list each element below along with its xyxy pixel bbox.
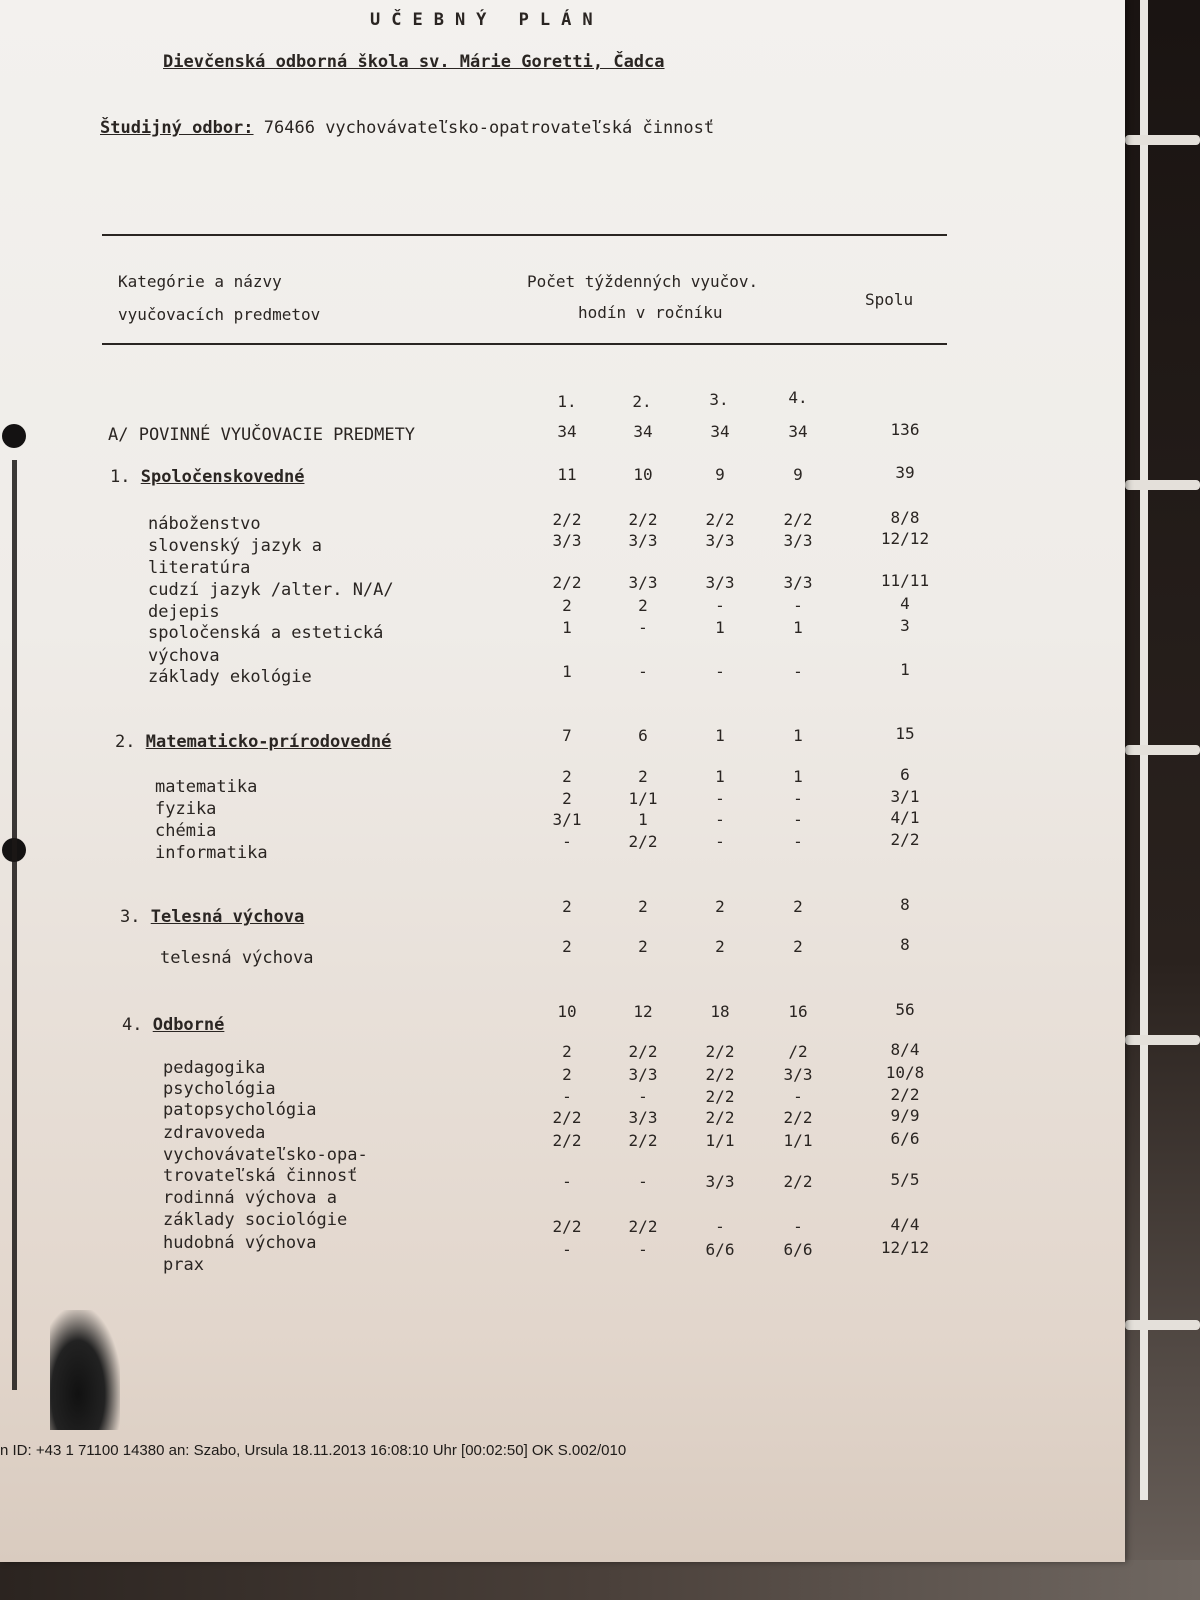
subject-label: psychológia — [163, 1079, 276, 1099]
hours-cell-year-3: - — [715, 789, 725, 808]
hours-cell-year-4: - — [793, 662, 803, 681]
total-hours-cell: 8/8 — [890, 508, 920, 527]
hours-cell-year-3: 2/2 — [705, 1108, 735, 1127]
copy-edge-mark — [12, 460, 17, 1390]
wire-rack-bar — [1125, 745, 1200, 755]
hours-cell-year-4: - — [793, 1217, 803, 1236]
hours-cell-year-4: - — [793, 1087, 803, 1106]
hours-cell-year-2: - — [638, 1240, 648, 1259]
year-header: 2. — [632, 392, 652, 411]
hours-cell-year-1: 2/2 — [552, 1217, 582, 1236]
subject-label: matematika — [155, 777, 258, 797]
total-hours-cell: 2/2 — [890, 830, 920, 849]
hours-cell-year-4: 2/2 — [783, 1172, 813, 1191]
category-name: Odborné — [152, 1015, 225, 1035]
hours-cell-year-4: 1 — [793, 767, 803, 786]
hours-cell-year-3: 2 — [715, 897, 725, 916]
hours-cell-year-3: 2/2 — [705, 1042, 735, 1061]
hours-cell-year-3: - — [715, 1217, 725, 1236]
subject-label: telesná výchova — [160, 948, 314, 968]
category-name: Telesná výchova — [150, 907, 305, 927]
hours-cell-year-2: 2/2 — [628, 1042, 658, 1061]
hours-cell-year-4: 2/2 — [783, 1108, 813, 1127]
subject-label: zdravoveda — [163, 1123, 266, 1143]
total-hours-cell: 12/12 — [880, 529, 930, 548]
hours-cell-year-2: 2/2 — [628, 510, 658, 529]
hours-cell-year-2: 12 — [633, 1002, 653, 1021]
subject-label: trovateľská činnosť — [163, 1166, 358, 1186]
hours-cell-year-4: 1 — [793, 726, 803, 745]
hours-cell-year-2: 6 — [638, 726, 648, 745]
subject-label: náboženstvo — [148, 514, 261, 534]
hours-cell-year-1: 10 — [557, 1002, 577, 1021]
hours-cell-year-2: 2 — [638, 937, 648, 956]
fax-footer: n ID: +43 1 71100 14380 an: Szabo, Ursula 18.11.2013 16:08:10 Uhr [00:02:50] OK S.002/010 — [0, 1442, 627, 1459]
category-label — [120, 907, 304, 927]
hours-cell-year-1: 2 — [562, 1042, 572, 1061]
total-hours-cell: 56 — [895, 1000, 915, 1019]
total-hours-cell: 39 — [895, 463, 915, 482]
hours-cell-year-2: 3/3 — [628, 1065, 658, 1084]
hours-cell-year-4: 1/1 — [783, 1131, 813, 1150]
header-col2-line1: Počet týždenných vyučov. — [527, 272, 759, 291]
total-hours-cell: 4 — [900, 594, 910, 613]
category-number: 1. — [110, 467, 141, 487]
total-hours-cell: 4/1 — [890, 808, 920, 827]
hours-cell-year-4: 2 — [793, 937, 803, 956]
subject-label: literatúra — [148, 558, 251, 578]
total-hours-cell: 15 — [895, 724, 915, 743]
hours-cell-year-3: - — [715, 832, 725, 851]
hours-cell-year-4: - — [793, 596, 803, 615]
subject-label: základy sociológie — [163, 1210, 348, 1230]
category-number: 2. — [115, 732, 146, 752]
hours-cell-year-2: - — [638, 618, 648, 637]
subject-label: patopsychológia — [163, 1100, 317, 1120]
subject-label: cudzí jazyk /alter. N/A/ — [148, 580, 394, 600]
hours-cell-year-4: 3/3 — [783, 1065, 813, 1084]
hours-cell-year-3: - — [715, 810, 725, 829]
hours-cell-year-1: 34 — [557, 422, 577, 441]
hours-cell-year-1: 2/2 — [552, 573, 582, 592]
background-floor — [0, 1560, 1200, 1600]
hours-cell-year-2: 2/2 — [628, 832, 658, 851]
hours-cell-year-1: 2/2 — [552, 510, 582, 529]
hours-cell-year-2: 2 — [638, 596, 648, 615]
header-col1-line2: vyučovacích predmetov — [118, 305, 321, 324]
hours-cell-year-2: 2 — [638, 767, 648, 786]
total-hours-cell: 3 — [900, 616, 910, 635]
hours-cell-year-2: 2/2 — [628, 1131, 658, 1150]
hours-cell-year-1: 2 — [562, 937, 572, 956]
hours-cell-year-3: 3/3 — [705, 531, 735, 550]
hours-cell-year-2: 2 — [638, 897, 648, 916]
total-hours-cell: 4/4 — [890, 1215, 920, 1234]
hours-cell-year-1: - — [562, 832, 572, 851]
hours-cell-year-2: - — [638, 1172, 648, 1191]
study-field-label: Študijný odbor: — [100, 118, 254, 138]
subject-label: dejepis — [148, 602, 220, 622]
total-hours-cell: 11/11 — [880, 571, 930, 590]
total-hours-cell: 10/8 — [885, 1063, 925, 1082]
hours-cell-year-1: 2/2 — [552, 1131, 582, 1150]
hours-cell-year-4: - — [793, 789, 803, 808]
hours-cell-year-4: 2/2 — [783, 510, 813, 529]
hours-cell-year-1: 2/2 — [552, 1108, 582, 1127]
hours-cell-year-2: - — [638, 662, 648, 681]
hours-cell-year-3: 2/2 — [705, 1065, 735, 1084]
hours-cell-year-1: - — [562, 1087, 572, 1106]
copy-edge-mark — [50, 1310, 120, 1430]
hours-cell-year-2: 1/1 — [628, 789, 658, 808]
header-col1-line1: Kategórie a názvy — [118, 272, 282, 291]
category-label — [115, 732, 391, 752]
hours-cell-year-1: 1 — [562, 618, 572, 637]
total-hours-cell: 1 — [900, 660, 910, 679]
hours-cell-year-4: 16 — [788, 1002, 808, 1021]
subject-label: základy ekológie — [148, 667, 312, 687]
category-number: 3. — [120, 907, 151, 927]
hours-cell-year-1: 1 — [562, 662, 572, 681]
hours-cell-year-3: 2 — [715, 937, 725, 956]
year-header: 1. — [557, 392, 577, 411]
subject-label: pedagogika — [163, 1058, 266, 1078]
category-number: 4. — [122, 1015, 153, 1035]
wire-rack-bar — [1125, 135, 1200, 145]
hours-cell-year-3: 34 — [710, 422, 730, 441]
wire-rack-bar — [1125, 1035, 1200, 1045]
hours-cell-year-2: - — [638, 1087, 648, 1106]
hours-cell-year-1: 2 — [562, 1065, 572, 1084]
hours-cell-year-3: 2/2 — [705, 510, 735, 529]
total-hours-cell: 6/6 — [890, 1129, 920, 1148]
category-name: Matematicko-prírodovedné — [145, 732, 392, 752]
hours-cell-year-1: 2 — [562, 767, 572, 786]
subject-label: hudobná výchova — [163, 1233, 317, 1253]
hours-cell-year-3: 1 — [715, 618, 725, 637]
header-col3: Spolu — [865, 290, 914, 309]
category-label — [122, 1015, 224, 1035]
total-hours-cell: 8 — [900, 935, 910, 954]
category-label — [110, 467, 304, 487]
study-field — [100, 118, 714, 138]
subject-label: informatika — [155, 843, 268, 863]
hours-cell-year-4: - — [793, 832, 803, 851]
hours-cell-year-2: 10 — [633, 465, 653, 484]
hours-cell-year-3: 1/1 — [705, 1131, 735, 1150]
hours-cell-year-1: - — [562, 1172, 572, 1191]
total-label: A/ POVINNÉ VYUČOVACIE PREDMETY — [108, 425, 416, 445]
document-title: UČEBNÝ PLÁN — [370, 10, 604, 30]
divider — [102, 234, 947, 236]
subject-label: chémia — [155, 821, 217, 841]
hours-cell-year-4: 9 — [793, 465, 803, 484]
wire-rack-bar — [1125, 480, 1200, 490]
subject-label: výchova — [148, 646, 220, 666]
total-hours-cell: 136 — [890, 420, 920, 439]
background-dark — [1125, 0, 1200, 1600]
hours-cell-year-4: 3/3 — [783, 531, 813, 550]
divider — [102, 343, 947, 345]
hours-cell-year-1: 2 — [562, 789, 572, 808]
total-hours-cell: 5/5 — [890, 1170, 920, 1189]
total-hours-cell: 3/1 — [890, 787, 920, 806]
hours-cell-year-4: 34 — [788, 422, 808, 441]
hours-cell-year-2: 3/3 — [628, 1108, 658, 1127]
hours-cell-year-2: 2/2 — [628, 1217, 658, 1236]
hours-cell-year-4: /2 — [788, 1042, 808, 1061]
hours-cell-year-3: 9 — [715, 465, 725, 484]
hours-cell-year-3: 6/6 — [705, 1240, 735, 1259]
hours-cell-year-3: 3/3 — [705, 573, 735, 592]
hours-cell-year-2: 3/3 — [628, 531, 658, 550]
subject-label: spoločenská a estetická — [148, 623, 384, 643]
year-header: 3. — [709, 390, 729, 409]
hours-cell-year-3: - — [715, 596, 725, 615]
total-hours-cell: 8 — [900, 895, 910, 914]
total-hours-cell: 6 — [900, 765, 910, 784]
total-hours-cell: 2/2 — [890, 1085, 920, 1104]
year-header: 4. — [788, 388, 808, 407]
hours-cell-year-3: 1 — [715, 726, 725, 745]
total-hours-cell: 12/12 — [880, 1238, 930, 1257]
total-hours-cell: 8/4 — [890, 1040, 920, 1059]
hours-cell-year-4: 1 — [793, 618, 803, 637]
subject-label: rodinná výchova a — [163, 1188, 337, 1208]
subject-label: vychovávateľsko-opa- — [163, 1145, 368, 1165]
hours-cell-year-1: 3/1 — [552, 810, 582, 829]
hours-cell-year-1: 7 — [562, 726, 572, 745]
header-col2-line2: hodín v ročníku — [578, 303, 723, 322]
punch-hole — [2, 424, 26, 448]
hours-cell-year-3: 3/3 — [705, 1172, 735, 1191]
hours-cell-year-4: - — [793, 810, 803, 829]
hours-cell-year-3: 18 — [710, 1002, 730, 1021]
hours-cell-year-4: 3/3 — [783, 573, 813, 592]
hours-cell-year-1: 2 — [562, 596, 572, 615]
hours-cell-year-3: 1 — [715, 767, 725, 786]
subject-label: slovenský jazyk a — [148, 536, 322, 556]
hours-cell-year-2: 1 — [638, 810, 648, 829]
hours-cell-year-1: 11 — [557, 465, 577, 484]
hours-cell-year-1: - — [562, 1240, 572, 1259]
hours-cell-year-2: 34 — [633, 422, 653, 441]
hours-cell-year-4: 6/6 — [783, 1240, 813, 1259]
school-name: Dievčenská odborná škola sv. Márie Goretti, Čadca — [163, 52, 665, 72]
hours-cell-year-3: 2/2 — [705, 1087, 735, 1106]
subject-label: prax — [163, 1255, 204, 1275]
hours-cell-year-1: 3/3 — [552, 531, 582, 550]
category-name: Spoločenskovedné — [140, 467, 305, 487]
wire-rack-bar — [1125, 1320, 1200, 1330]
hours-cell-year-2: 3/3 — [628, 573, 658, 592]
total-hours-cell: 9/9 — [890, 1106, 920, 1125]
hours-cell-year-1: 2 — [562, 897, 572, 916]
hours-cell-year-4: 2 — [793, 897, 803, 916]
study-field-value: 76466 vychovávateľsko-opatrovateľská činnosť — [263, 118, 715, 138]
subject-label: fyzika — [155, 799, 217, 819]
hours-cell-year-3: - — [715, 662, 725, 681]
